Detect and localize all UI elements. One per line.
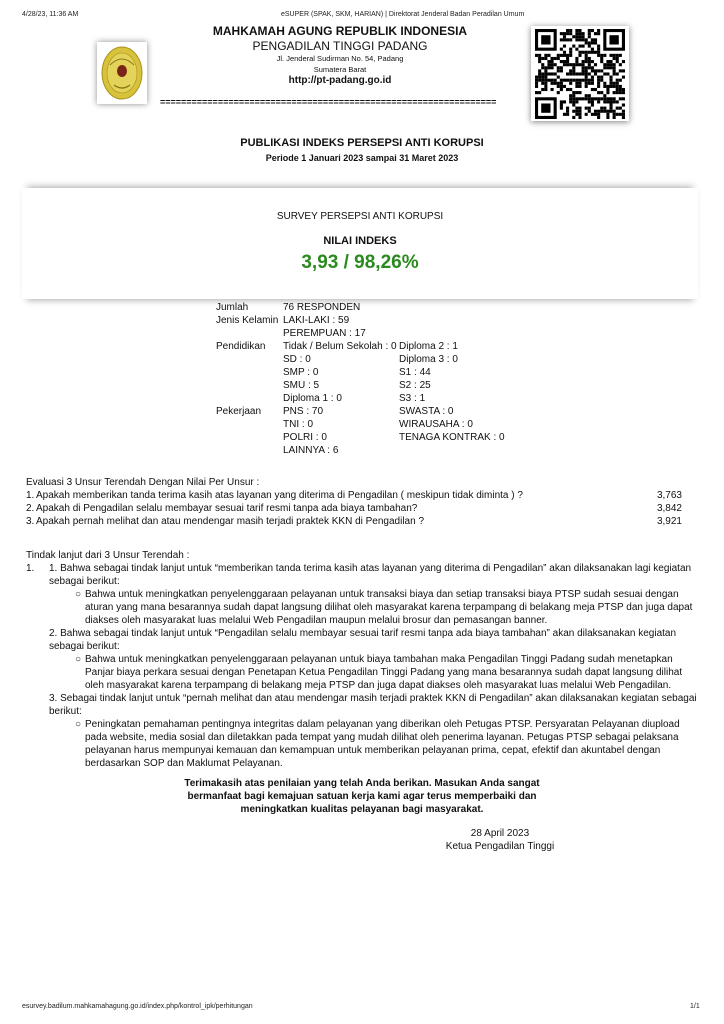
survey-label: SURVEY PERSEPSI ANTI KORUPSI bbox=[276, 211, 444, 222]
index-value: 3,93 / 98,26% bbox=[301, 252, 419, 273]
evaluasi-num: 1. bbox=[26, 490, 35, 501]
evaluasi-score: 3,842 bbox=[656, 503, 682, 514]
respondent-table bbox=[216, 301, 505, 457]
pend-c1-1: SD : 0 bbox=[283, 354, 311, 365]
index-card bbox=[22, 188, 698, 299]
tindak-lanjut-sub-text: Bahwa untuk meningkatkan penyelenggaraan pelayanan untuk transaksi biaya dan setiap transaksi biaya PTSP sudah sesuai dengan aturan yang mana besarannya sudah dapat langsung dilihat oleh masyarakat karena terpampang di belakang meja PTSP dan juga dapat diakses oleh masyarakat luas melalui Web Pengadilan maupun melalui brosur dan pemasangan banner. bbox=[85, 589, 693, 626]
tindak-lanjut-item bbox=[49, 627, 699, 692]
tindak-lanjut-text: 1. Bahwa sebagai tindak lanjut untuk “memberikan tanda terima kasih atas layanan yang diterima di Pengadilan” akan dilaksanakan lagi kegiatan sebagai berikut: bbox=[49, 563, 692, 587]
signature-role: Ketua Pengadilan Tinggi bbox=[445, 841, 555, 852]
pend-c2-3: S2 : 25 bbox=[399, 380, 431, 391]
jenis-kelamin-label: Jenis Kelamin bbox=[216, 315, 279, 326]
pend-c1-4: Diploma 1 : 0 bbox=[283, 393, 342, 404]
evaluasi-item bbox=[26, 502, 682, 515]
letterhead-region: Sumatera Barat bbox=[313, 65, 367, 74]
evaluasi-item bbox=[26, 515, 682, 528]
tindak-lanjut-text: 3. Sebagai tindak lanjut untuk “pernah melihat dan atau mendengar masih terjadi praktek KKN di Pengadilan” akan dilaksanakan kegiatan sebagai berikut: bbox=[49, 693, 697, 717]
tindak-lanjut-sub bbox=[49, 653, 699, 692]
pend-c1-3: SMU : 5 bbox=[283, 380, 320, 391]
circle-bullet-icon: ○ bbox=[75, 589, 82, 600]
letterhead-institution: MAHKAMAH AGUNG REPUBLIK INDONESIA bbox=[212, 24, 468, 38]
letterhead-website: http://pt-padang.go.id bbox=[288, 75, 392, 86]
evaluasi-num: 3. bbox=[26, 516, 35, 527]
pek-c2-2: TENAGA KONTRAK : 0 bbox=[399, 432, 505, 443]
qr-code-icon bbox=[535, 29, 625, 119]
letterhead-separator: ================================================================ bbox=[160, 97, 497, 107]
tindak-lanjut-item bbox=[49, 562, 699, 627]
evaluasi-score: 3,763 bbox=[656, 490, 682, 501]
signature-block bbox=[440, 827, 560, 853]
tindak-lanjut-sub bbox=[49, 588, 699, 627]
tindak-lanjut-text: 2. Bahwa sebagai tindak lanjut untuk “Pengadilan selalu membayar sesuai tarif resmi tanpa ada biaya tambahan” akan dilaksanakan kegiatan sebagai berikut: bbox=[49, 628, 677, 652]
court-logo bbox=[97, 42, 147, 104]
tindak-lanjut-item bbox=[49, 692, 699, 770]
circle-bullet-icon: ○ bbox=[75, 654, 82, 665]
pek-c1-3: LAINNYA : 6 bbox=[283, 445, 339, 456]
print-footer-url: esurvey.badilum.mahkamahagung.go.id/index.php/kontrol_ipk/perhitungan bbox=[22, 1003, 253, 1010]
evaluasi-text: Apakah pernah melihat dan atau mendengar masih terjadi praktek KKN di Pengadilan ? bbox=[36, 516, 425, 527]
tindak-lanjut-list bbox=[49, 562, 699, 770]
pend-c2-1: Diploma 3 : 0 bbox=[399, 354, 458, 365]
evaluasi-num: 2. bbox=[26, 503, 35, 514]
jk-laki: LAKI-LAKI : 59 bbox=[283, 315, 350, 326]
closing-line-3: meningkatkan kualitas pelayanan bagi masyarakat. bbox=[240, 804, 484, 815]
tindak-lanjut-outer-num: 1. bbox=[26, 563, 35, 574]
evaluasi-list bbox=[26, 489, 682, 528]
qr-code bbox=[531, 26, 629, 121]
pekerjaan-label: Pekerjaan bbox=[216, 406, 262, 417]
letterhead-address: Jl. Jenderal Sudirman No. 54, Padang bbox=[276, 54, 404, 63]
closing-message bbox=[0, 777, 724, 816]
circle-bullet-icon: ○ bbox=[75, 719, 82, 730]
tindak-lanjut-sub-text: Peningkatan pemahaman pentingnya integritas dalam pelayanan yang diberikan oleh Petugas PTSP. Persyaratan Pelayanan diupload pada website, media sosial dan diletakkan pada tempat yang mudah dilihat oleh penerima layanan. Petugas PTSP sebagai pelaksana pelayanan harus mempunyai kemauan dan kemampuan untuk memberikan pelayanan prima, cepat, efektif dan akuntabel dengan berdasarkan SOP dan Maklumat Pelayanan. bbox=[85, 719, 680, 769]
tindak-lanjut-sub bbox=[49, 718, 699, 770]
jumlah-value: 76 RESPONDEN bbox=[283, 302, 361, 313]
jk-perempuan: PEREMPUAN : 17 bbox=[283, 328, 366, 339]
pek-c1-0: PNS : 70 bbox=[283, 406, 324, 417]
pek-c1-2: POLRI : 0 bbox=[283, 432, 327, 443]
print-datetime: 4/28/23, 11:36 AM bbox=[22, 11, 79, 18]
tindak-lanjut-sub-text: Bahwa untuk meningkatkan penyelenggaraan pelayanan untuk biaya tambahan maka Pengadilan Tinggi Padang sudah menetapkan Panjar biaya perkara sesuai dengan Penetapan Ketua Pengadilan Tinggi Padang yang mana besarannya sudah dapat langsung dilihat oleh masyarakat karena terpampang di belakang meja PTSP dan juga dapat diakses oleh masyarakat luas melalui Web Pengadilan. bbox=[85, 654, 683, 691]
pek-c1-1: TNI : 0 bbox=[283, 419, 314, 430]
court-emblem-icon bbox=[100, 45, 144, 101]
pend-c1-2: SMP : 0 bbox=[283, 367, 319, 378]
pend-c2-4: S3 : 1 bbox=[399, 393, 426, 404]
pek-c2-0: SWASTA : 0 bbox=[399, 406, 454, 417]
tindak-lanjut-heading: Tindak lanjut dari 3 Unsur Terendah : bbox=[26, 550, 190, 561]
print-footer-page: 1/1 bbox=[690, 1003, 700, 1010]
pend-c2-2: S1 : 44 bbox=[399, 367, 431, 378]
evaluasi-text: Apakah di Pengadilan selalu membayar sesuai tarif resmi tanpa ada biaya tambahan? bbox=[36, 503, 418, 514]
closing-line-2: bermanfaat bagi kemajuan satuan kerja kami agar terus memperbaiki dan bbox=[187, 791, 537, 802]
publication-period: Periode 1 Januari 2023 sampai 31 Maret 2023 bbox=[265, 153, 459, 163]
print-page-title: eSUPER (SPAK, SKM, HARIAN) | Direktorat Jenderal Badan Peradilan Umum bbox=[281, 11, 525, 18]
signature-date: 28 April 2023 bbox=[470, 828, 530, 839]
pend-c2-0: Diploma 2 : 1 bbox=[399, 341, 458, 352]
evaluasi-score: 3,921 bbox=[656, 516, 682, 527]
publication-title: PUBLIKASI INDEKS PERSEPSI ANTI KORUPSI bbox=[240, 137, 484, 149]
closing-line-1: Terimakasih atas penilaian yang telah Anda berikan. Masukan Anda sangat bbox=[184, 778, 540, 789]
letterhead-court: PENGADILAN TINGGI PADANG bbox=[252, 39, 428, 53]
pek-c2-1: WIRAUSAHA : 0 bbox=[399, 419, 473, 430]
nilai-indeks-label: NILAI INDEKS bbox=[323, 235, 397, 247]
pendidikan-label: Pendidikan bbox=[216, 341, 266, 352]
pend-c1-0: Tidak / Belum Sekolah : 0 bbox=[283, 341, 397, 352]
evaluasi-item bbox=[26, 489, 682, 502]
jumlah-label: Jumlah bbox=[216, 302, 249, 313]
evaluasi-text: Apakah memberikan tanda terima kasih atas layanan yang diterima di Pengadilan ( meskipun tidak diminta ) ? bbox=[36, 490, 523, 501]
evaluasi-heading: Evaluasi 3 Unsur Terendah Dengan Nilai Per Unsur : bbox=[26, 477, 260, 488]
